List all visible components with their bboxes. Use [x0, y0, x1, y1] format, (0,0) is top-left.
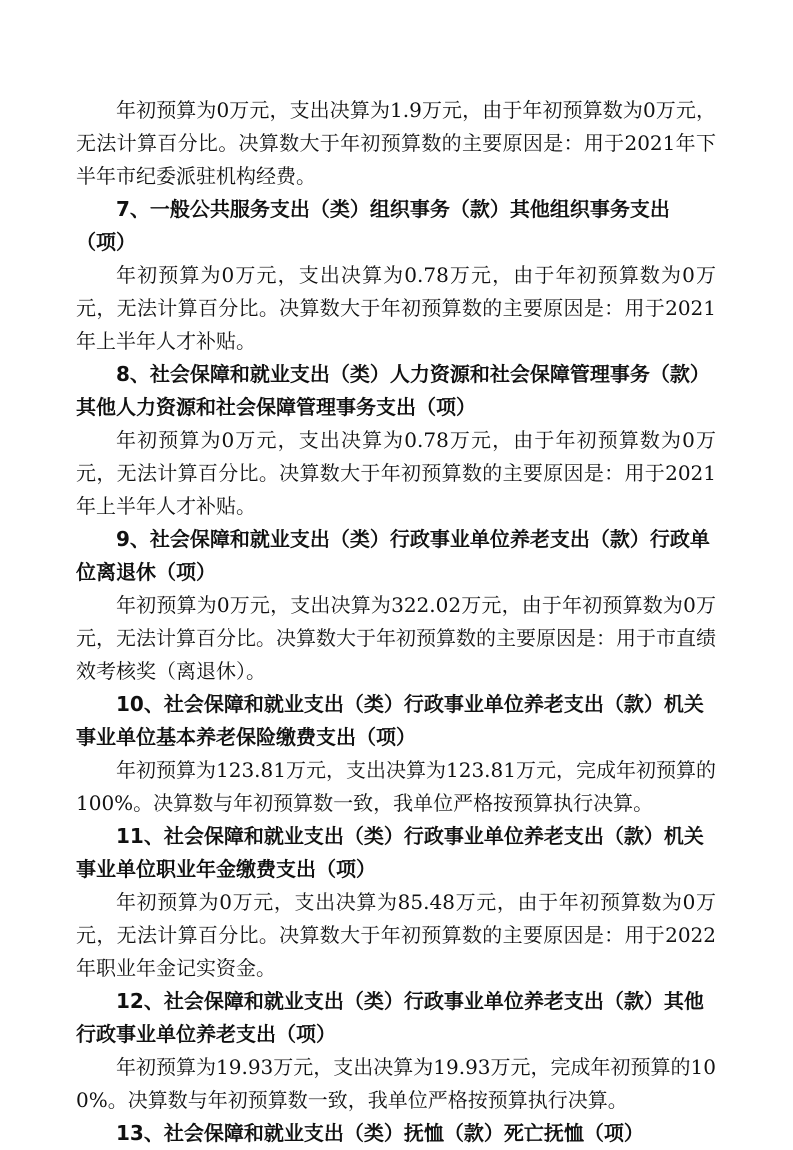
section-heading-7: 7、一般公共服务支出（类）组织事务（款）其他组织事务支出（项） — [76, 197, 670, 254]
paragraph-budget-7: 年初预算为0万元，支出决算为0.78万元，由于年初预算数为0万元，无法计算百分比。决算数大于年初预算数的主要原因是：用于2021年上半年人才补贴。 — [76, 263, 716, 353]
section-heading-12: 12、社会保障和就业支出（类）行政事业单位养老支出（款）其他行政事业单位养老支出（项） — [76, 989, 704, 1046]
document-page — [76, 94, 716, 1150]
paragraph-budget-11: 年初预算为0万元，支出决算为85.48万元，由于年初预算数为0万元，无法计算百分比。决算数大于年初预算数的主要原因是：用于2022年职业年金记实资金。 — [76, 890, 716, 980]
paragraph-budget-9: 年初预算为0万元，支出决算为322.02万元，由于年初预算数为0万元，无法计算百分比。决算数大于年初预算数的主要原因是：用于市直绩效考核奖（离退休）。 — [76, 593, 716, 683]
section-heading-10: 10、社会保障和就业支出（类）行政事业单位养老支出（款）机关事业单位基本养老保险缴费支出（项） — [76, 692, 704, 749]
paragraph-budget-10: 年初预算为123.81万元，支出决算为123.81万元，完成年初预算的100%。决算数与年初预算数一致，我单位严格按预算执行决算。 — [76, 758, 716, 815]
section-heading-13: 13、社会保障和就业支出（类）抚恤（款）死亡抚恤（项） — [116, 1121, 644, 1145]
section-heading-9: 9、社会保障和就业支出（类）行政事业单位养老支出（款）行政单位离退休（项） — [76, 527, 710, 584]
paragraph-budget-12: 年初预算为19.93万元，支出决算为19.93万元，完成年初预算的100%。决算数与年初预算数一致，我单位严格按预算执行决算。 — [76, 1055, 716, 1112]
section-heading-8: 8、社会保障和就业支出（类）人力资源和社会保障管理事务（款）其他人力资源和社会保障管理事务支出（项） — [76, 362, 710, 419]
paragraph-budget-1: 年初预算为0万元，支出决算为1.9万元，由于年初预算数为0万元，无法计算百分比。决算数大于年初预算数的主要原因是：用于2021年下半年市纪委派驻机构经费。 — [76, 98, 716, 188]
section-heading-11: 11、社会保障和就业支出（类）行政事业单位养老支出（款）机关事业单位职业年金缴费支出（项） — [76, 824, 704, 881]
paragraph-budget-8: 年初预算为0万元，支出决算为0.78万元，由于年初预算数为0万元，无法计算百分比。决算数大于年初预算数的主要原因是：用于2021年上半年人才补贴。 — [76, 428, 716, 518]
